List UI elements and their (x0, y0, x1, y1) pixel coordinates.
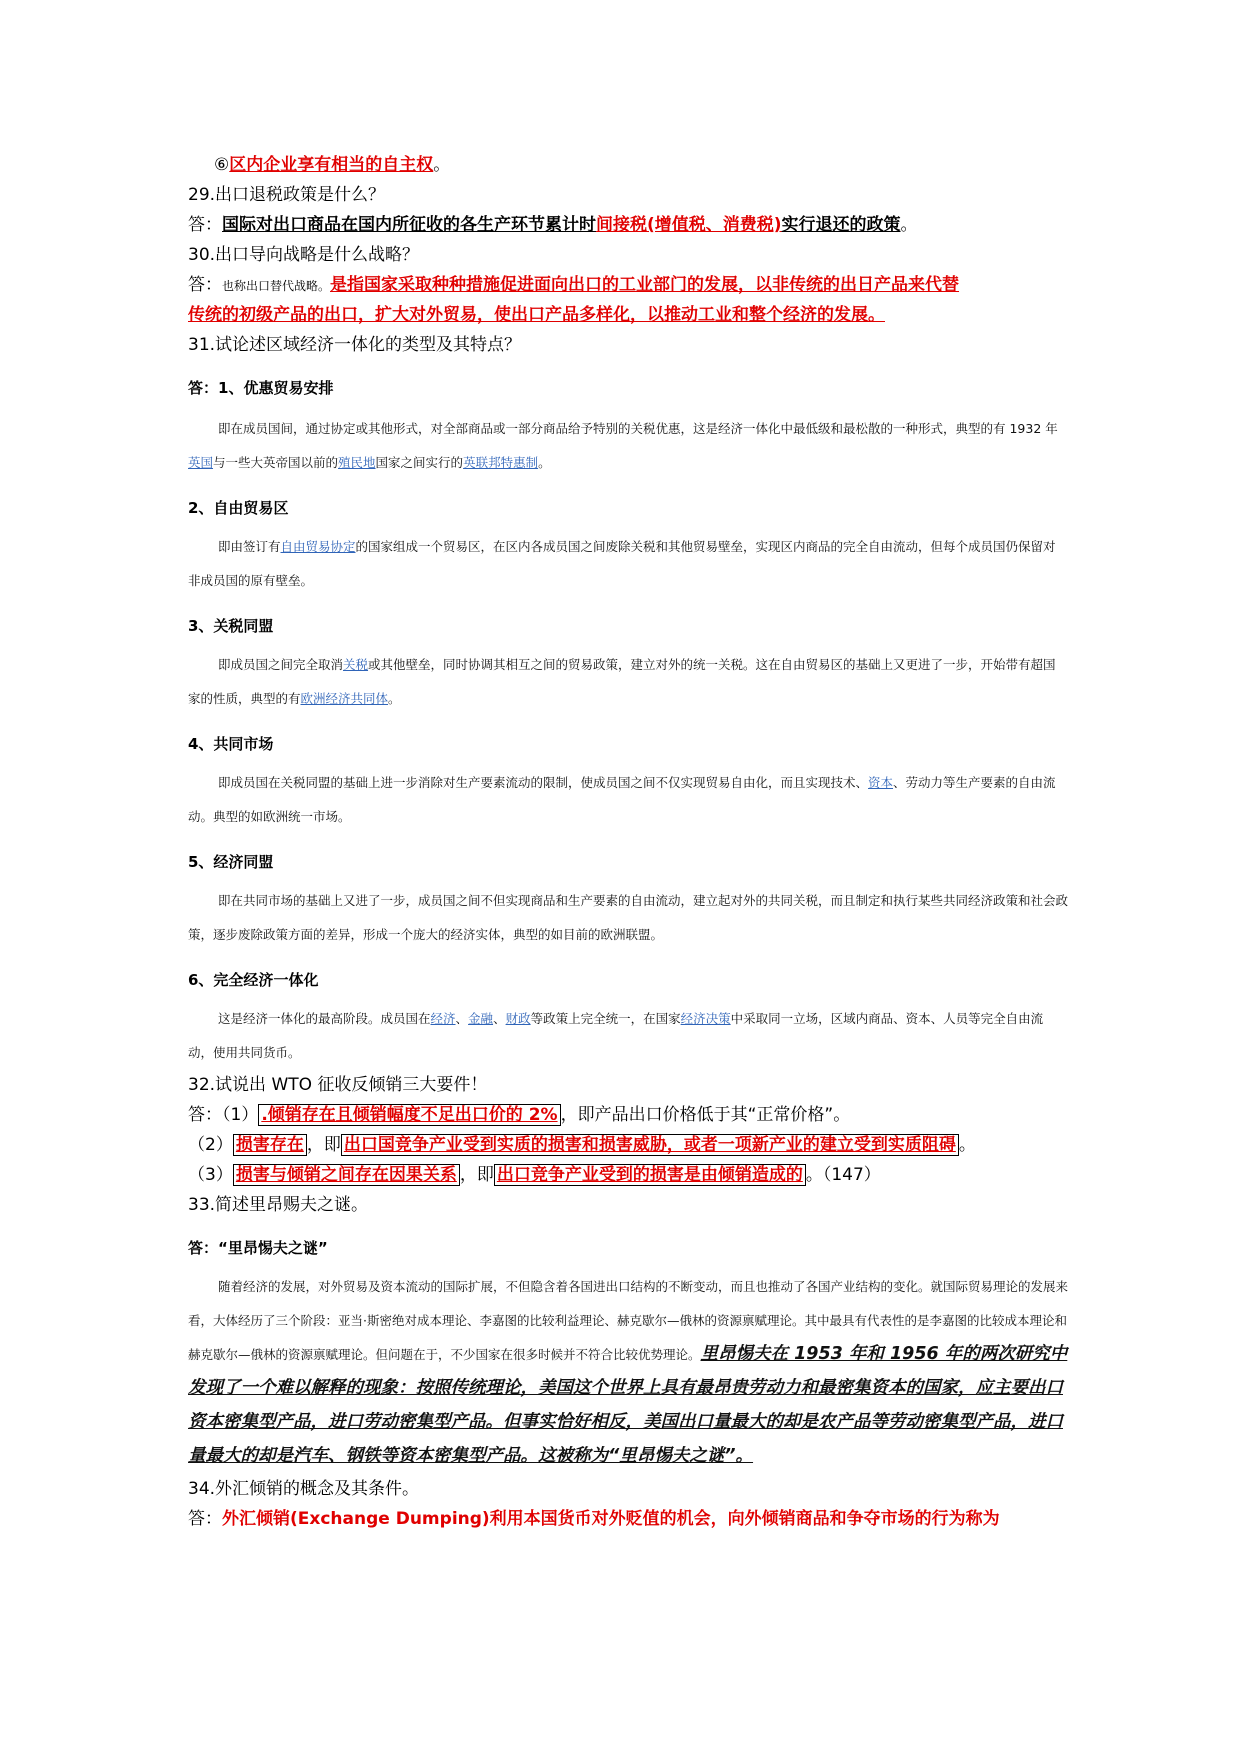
answer-31-heading-3: 3、关税同盟 (188, 617, 274, 635)
requirement-dumping-box: .倾销存在且倾销幅度不足出口价的 2% (258, 1104, 560, 1126)
answer-31-para-1: 即在成员国间，通过协定或其他形式，对全部商品或一部分商品给予特别的关税优惠，这是经济一体化中最低级和最松散的一种形式，典型的有 1932 年英国与一些大英帝国以前的殖民地国家之间实行的英联邦特惠制。 (188, 421, 1058, 470)
leontief-paradox-emphasis: 里昂惕夫在 1953 年和 1956 年的两次研究中发现了一个难以解释的现象：按照传统理论，美国这个世界上具有最昂贵劳动力和最密集资本的国家，应主要出口资本密集型产品，进口劳动密集型产品。但事实恰好相反，美国出口量最大的却是农产品等劳动密集型产品，进口量最大的却是汽车、钢铁等资本密集型产品。这被称为“里昂惕夫之谜”。 (188, 1344, 1068, 1466)
answer-31-heading-5: 5、经济同盟 (188, 853, 274, 871)
requirement-injury-box: 损害存在 (233, 1134, 307, 1156)
question-33: 33.简述里昂赐夫之谜。 (188, 1195, 369, 1215)
answer-32-row-1: 答：（1） .倾销存在且倾销幅度不足出口价的 2% ，即产品出口价格低于其“正常价格”。 (188, 1105, 851, 1125)
link-eec[interactable]: 欧洲经济共同体 (300, 691, 389, 706)
answer-33-heading: 答：“里昂惕夫之谜” (188, 1239, 328, 1257)
answer-29: 答：国际对出口商品在国内所征收的各生产环节累计时间接税(增值税、消费税)实行退还的政策。 (188, 215, 918, 235)
link-britain[interactable]: 英国 (188, 455, 214, 470)
answer-31-heading-4: 4、共同市场 (188, 735, 274, 753)
answer-31-para-2: 即由签订有自由贸易协定的国家组成一个贸易区，在区内各成员国之间废除关税和其他贸易壁垒，实现区内商品的完全自由流动，但每个成员国仍保留对非成员国的原有壁垒。 (188, 539, 1056, 588)
answer-31-para-3: 即成员国之间完全取消关税或其他壁垒，同时协调其相互之间的贸易政策，建立对外的统一关税。这在自由贸易区的基础上又更进了一步，开始带有超国家的性质，典型的有欧洲经济共同体。 (188, 657, 1056, 706)
answer-32-row-3: （3） 损害与倾销之间存在因果关系 ，即 出口竞争产业受到的损害是由倾销造成的 。（147） (188, 1165, 881, 1185)
link-finance[interactable]: 金融 (468, 1011, 494, 1026)
answer-30-line2: 传统的初级产品的出口，扩大对外贸易，使出口产品多样化，以推动工业和整个经济的发展。 (188, 305, 885, 325)
answer-33-para: 随着经济的发展，对外贸易及资本流动的国际扩展，不但隐含着各国进出口结构的不断变动，而且也推动了各国产业结构的变化。就国际贸易理论的发展来看，大体经历了三个阶段：亚当·斯密绝对成本理论、李嘉图的比较利益理论、赫克歇尔—俄林的资源禀赋理论。其中最具有代表性的是李嘉图的比较成本理论和赫克歇尔—俄林的资源禀赋理论。但问题在于，不少国家在很多时候并不符合比较优势理论。里昂惕夫在 1953 年和 1956 年的两次研究中发现了一个难以解释的现象：按照传统理论，美国这个世界上具有最昂贵劳动力和最密集资本的国家，应主要出口资本密集型产品，进口劳动密集型产品。但事实恰好相反，美国出口量最大的却是农产品等劳动密集型产品，进口量最大的却是汽车、钢铁等资本密集型产品。这被称为“里昂惕夫之谜”。 (188, 1279, 1069, 1466)
question-32: 32.试说出 WTO 征收反倾销三大要件！ (188, 1075, 488, 1095)
question-31: 31.试论述区域经济一体化的类型及其特点？ (188, 335, 522, 355)
answer-31-heading-6: 6、完全经济一体化 (188, 971, 319, 989)
autonomy-text: 区内企业享有相当的自主权 (229, 155, 434, 175)
link-fiscal[interactable]: 财政 (505, 1011, 531, 1026)
requirement-causality-detail-box: 出口竞争产业受到的损害是由倾销造成的 (494, 1164, 806, 1186)
item-28-6: ⑥区内企业享有相当的自主权。 (214, 155, 451, 175)
link-capital[interactable]: 资本 (868, 775, 894, 790)
answer-31-para-5: 即在共同市场的基础上又进了一步，成员国之间不但实现商品和生产要素的自由流动，建立起对外的共同关税，而且制定和执行某些共同经济政策和社会政策，逐步废除政策方面的差异，形成一个庞大的经济实体，典型的如目前的欧洲联盟。 (188, 893, 1069, 942)
requirement-causality-box: 损害与倾销之间存在因果关系 (233, 1164, 460, 1186)
link-fta[interactable]: 自由贸易协定 (280, 539, 356, 554)
answer-31-para-4: 即成员国在关税同盟的基础上进一步消除对生产要素流动的限制，使成员国之间不仅实现贸易自由化，而且实现技术、资本、劳动力等生产要素的自由流动。典型的如欧洲统一市场。 (188, 775, 1056, 824)
link-tariff[interactable]: 关税 (343, 657, 369, 672)
answer-32-row-2: （2） 损害存在 ，即 出口国竞争产业受到实质的损害和损害威胁，或者一项新产业的建立受到实质阻碍 。 (188, 1135, 976, 1155)
requirement-injury-detail-box: 出口国竞争产业受到实质的损害和损害威胁，或者一项新产业的建立受到实质阻碍 (341, 1134, 959, 1156)
answer-31-heading-1: 答：1、优惠贸易安排 (188, 379, 334, 397)
question-30: 30.出口导向战略是什么战略？ (188, 245, 420, 265)
answer-30-line1: 答：也称出口替代战略。是指国家采取种种措施促进面向出口的工业部门的发展，以非传统的出日产品来代替 (188, 275, 960, 295)
link-commonwealth-preference[interactable]: 英联邦特惠制 (463, 455, 539, 470)
answer-34: 答：外汇倾销(Exchange Dumping)利用本国货币对外贬值的机会，向外倾销商品和争夺市场的行为称为 (188, 1509, 1000, 1529)
question-34: 34.外汇倾销的概念及其条件。 (188, 1479, 420, 1499)
question-29: 29.出口退税政策是什么？ (188, 185, 386, 205)
answer-31-heading-2: 2、自由贸易区 (188, 499, 289, 517)
document-page (188, 150, 1068, 1534)
link-economy[interactable]: 经济 (430, 1011, 456, 1026)
link-economic-decision[interactable]: 经济决策 (680, 1011, 731, 1026)
link-colony[interactable]: 殖民地 (338, 455, 376, 470)
answer-31-para-6: 这是经济一体化的最高阶段。成员国在经济、金融、财政等政策上完全统一，在国家经济决策中采取同一立场，区域内商品、资本、人员等完全自由流动，使用共同货币。 (188, 1011, 1044, 1060)
